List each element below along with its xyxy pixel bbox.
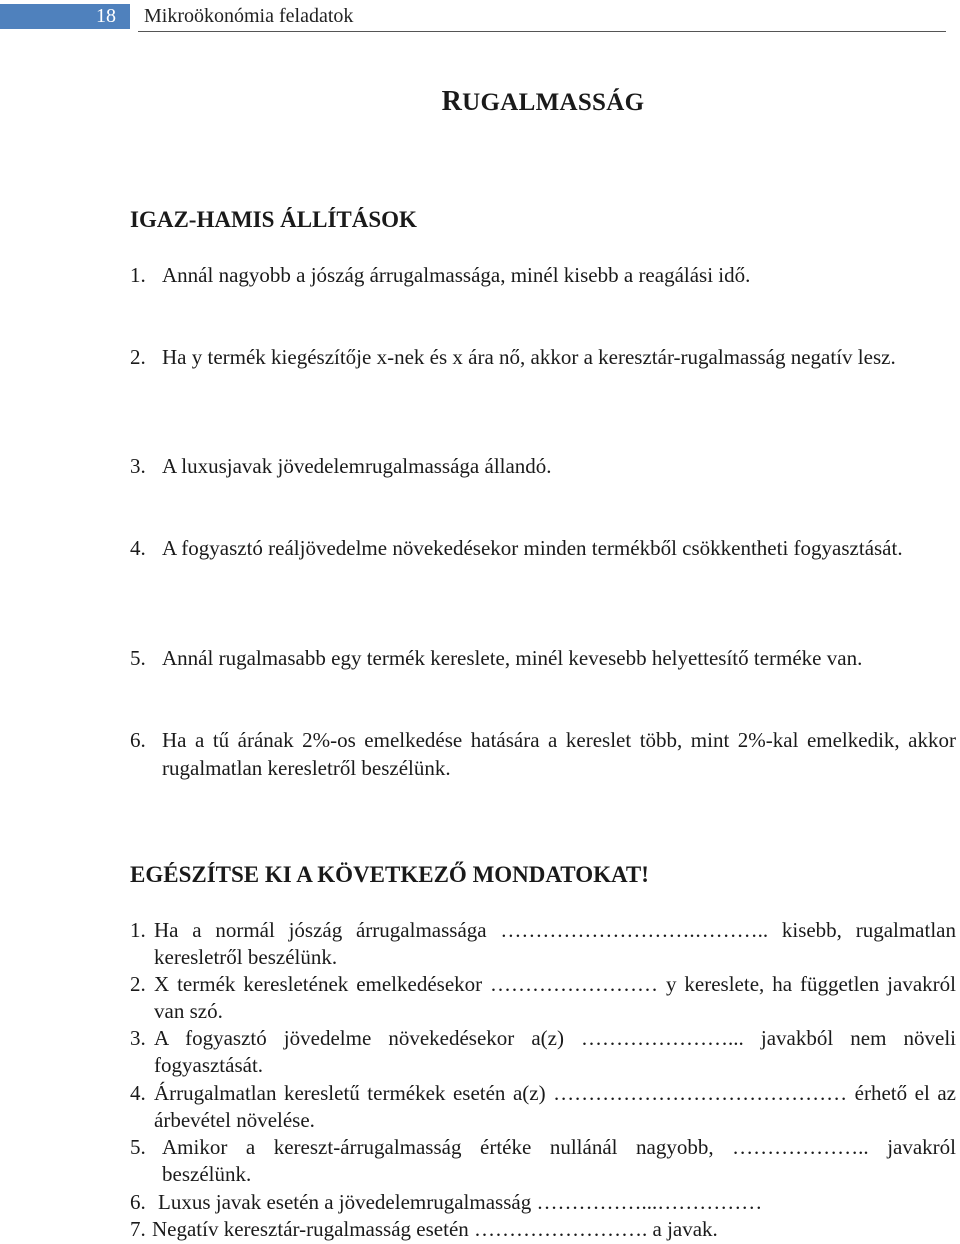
true-false-item	[130, 726, 956, 782]
fill-in-item	[130, 1025, 956, 1079]
item-text: A luxusjavak jövedelemrugalmassága állandó.	[162, 454, 552, 478]
chapter-title-initial: R	[441, 86, 463, 117]
chapter-title-rest: UGALMASSÁG	[462, 89, 645, 116]
true-false-item	[130, 534, 956, 562]
true-false-item	[130, 343, 956, 371]
page-header	[0, 4, 960, 30]
item-text: Amikor a kereszt-árrugalmasság értéke nullánál nagyobb, ……………….. javakról beszélünk.	[162, 1135, 956, 1186]
item-text: X termék keresletének emelkedésekor …………………… y kereslete, ha független javakról van szó.	[154, 972, 956, 1023]
item-number: 3.	[130, 1026, 146, 1050]
item-number: 1.	[130, 263, 146, 287]
item-number: 4.	[130, 536, 146, 560]
fill-in-item	[130, 1080, 956, 1134]
item-text: Ha y termék kiegészítője x-nek és x ára nő, akkor a keresztár-rugalmasság negatív lesz.	[162, 345, 896, 369]
chapter-title	[0, 86, 960, 118]
true-false-item	[130, 644, 956, 672]
fill-in-item	[130, 1189, 956, 1216]
item-text: Árrugalmatlan keresletű termékek esetén a(z) …………………………………… érhető el az árbevétel növelése.	[154, 1081, 956, 1132]
page-number: 18	[0, 4, 130, 29]
item-number: 7.	[130, 1217, 146, 1241]
item-text: Negatív keresztár-rugalmasság esetén ……………………. a javak.	[152, 1217, 718, 1241]
item-number: 5.	[130, 1135, 146, 1159]
item-text: Annál nagyobb a jószág árrugalmassága, minél kisebb a reagálási idő.	[162, 263, 751, 287]
running-title: Mikroökonómia feladatok	[144, 5, 354, 27]
true-false-heading: IGAZ-HAMIS ÁLLÍTÁSOK	[130, 207, 417, 232]
item-text: Luxus javak esetén a jövedelemrugalmasság ……………...……………	[158, 1190, 763, 1214]
header-rule	[138, 31, 946, 32]
item-number: 2.	[130, 345, 146, 369]
fill-in-item	[130, 917, 956, 971]
fill-in-item	[130, 1216, 956, 1243]
item-number: 3.	[130, 454, 146, 478]
item-number: 2.	[130, 972, 146, 996]
item-text: A fogyasztó reáljövedelme növekedésekor minden termékből csökkentheti fogyasztását.	[162, 536, 903, 560]
item-number: 6.	[130, 728, 146, 752]
item-number: 6.	[130, 1190, 146, 1214]
fill-in-heading: EGÉSZÍTSE KI A KÖVETKEZŐ MONDATOKAT!	[130, 862, 649, 887]
item-text: Annál rugalmasabb egy termék kereslete, minél kevesebb helyettesítő terméke van.	[162, 646, 863, 670]
item-number: 1.	[130, 918, 146, 942]
fill-in-item	[130, 1134, 956, 1188]
item-number: 5.	[130, 646, 146, 670]
item-text: A fogyasztó jövedelme növekedésekor a(z) …………………... javakból nem növeli fogyasztását.	[154, 1026, 956, 1077]
item-text: Ha a normál jószág árrugalmassága ……………………….……….. kisebb, rugalmatlan keresletről beszélünk.	[154, 918, 956, 969]
item-number: 4.	[130, 1081, 146, 1105]
true-false-item	[130, 261, 956, 289]
fill-in-item	[130, 971, 956, 1025]
true-false-item	[130, 452, 956, 480]
item-text: Ha a tű árának 2%-os emelkedése hatására a kereslet több, mint 2%-kal emelkedik, akkor rugalmatlan keresletről beszélünk.	[162, 728, 956, 780]
